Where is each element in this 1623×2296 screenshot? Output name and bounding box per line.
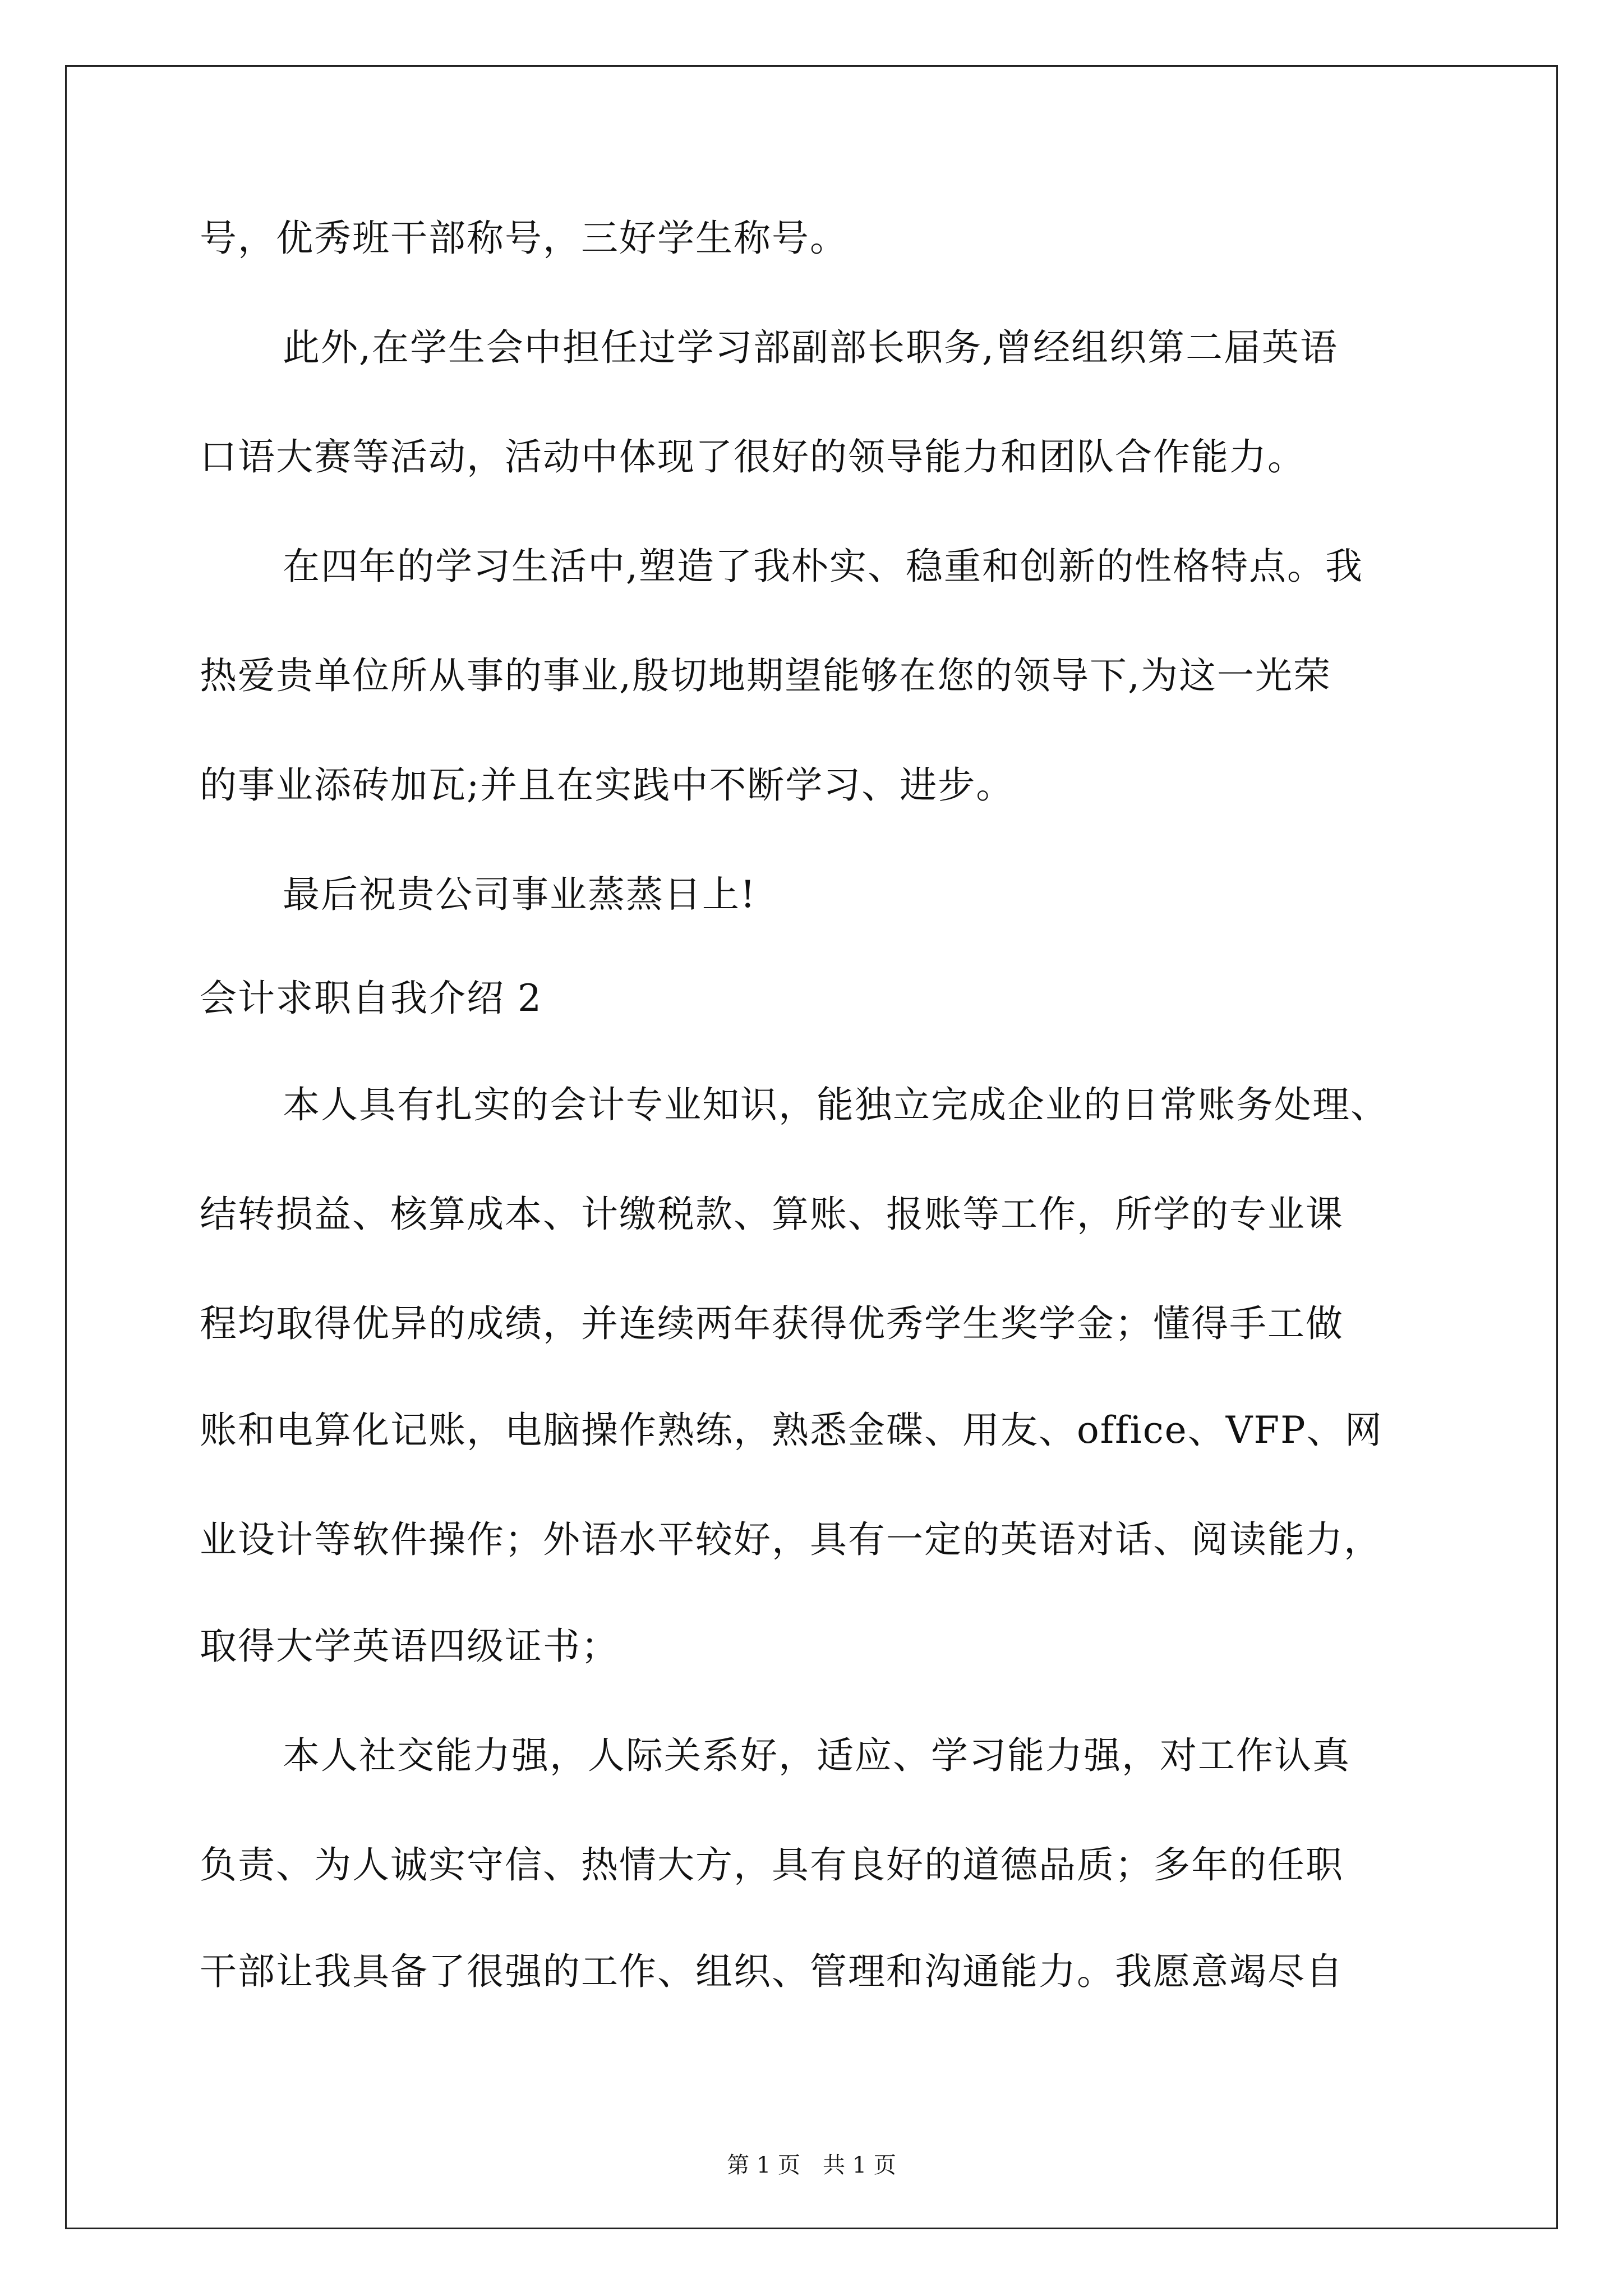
paragraph-line: 结转损益、核算成本、计缴税款、算账、报账等工作，所学的专业课 <box>200 1193 1344 1236</box>
paragraph-line: 口语大赛等活动，活动中体现了很好的领导能力和团队合作能力。 <box>200 435 1306 478</box>
page-border <box>65 65 1558 2229</box>
paragraph-line: 在四年的学习生活中,塑造了我朴实、稳重和创新的性格特点。我 <box>283 545 1363 588</box>
paragraph-line: 此外,在学生会中担任过学习部副部长职务,曾经组织第二届英语 <box>283 326 1338 369</box>
paragraph-line: 的事业添砖加瓦;并且在实践中不断学习、进步。 <box>200 763 1015 807</box>
paragraph-line: 程均取得优异的成绩，并连续两年获得优秀学生奖学金；懂得手工做 <box>200 1302 1344 1345</box>
paragraph-line: 本人社交能力强，人际关系好，适应、学习能力强，对工作认真 <box>283 1734 1350 1777</box>
paragraph-line: 业设计等软件操作；外语水平较好，具有一定的英语对话、阅读能力， <box>200 1518 1382 1561</box>
section-heading: 会计求职自我介绍 2 <box>200 977 542 1020</box>
paragraph-line: 干部让我具备了很强的工作、组织、管理和沟通能力。我愿意竭尽自 <box>200 1950 1344 1993</box>
paragraph-line: 负责、为人诚实守信、热情大方，具有良好的道德品质；多年的任职 <box>200 1843 1344 1887</box>
paragraph-line: 热爱贵单位所从事的事业,殷切地期望能够在您的领导下,为这一光荣 <box>200 654 1331 697</box>
paragraph-line: 最后祝贵公司事业蒸蒸日上! <box>283 873 757 916</box>
page-number-footer: 第 1 页 共 1 页 <box>727 2152 896 2178</box>
paragraph-line: 本人具有扎实的会计专业知识，能独立完成企业的日常账务处理、 <box>283 1083 1389 1126</box>
paragraph-line: 账和电算化记账，电脑操作熟练，熟悉金碟、用友、office、VFP、网 <box>200 1409 1383 1452</box>
paragraph-line: 号，优秀班干部称号，三好学生称号。 <box>200 217 848 260</box>
paragraph-line: 取得大学英语四级证书； <box>200 1625 619 1668</box>
